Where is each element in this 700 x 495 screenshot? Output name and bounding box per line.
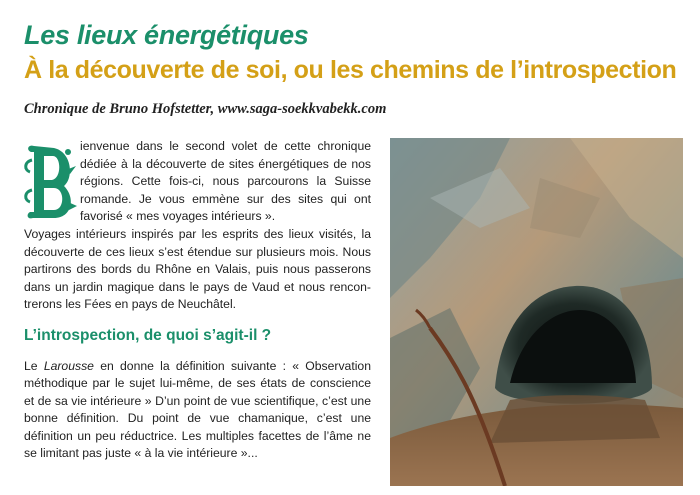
cave-illustration <box>390 138 683 486</box>
article-subtitle: À la découverte de soi, ou les chemins de l’introspection <box>24 56 677 84</box>
paragraph-2 <box>24 358 371 463</box>
para2-rest: en donne la définition suivante : « Observation méthodique par le sujet lui-même, de ses états de conscience et de sa vie intérieure » D’un point de vue scientifique, c’est une bonne définition. Du point de vue chamanique, c’est une définition un peu réductrice. Les multiples facettes de l’âme ne se limitant pas juste « à la vie intérieure »... <box>24 358 371 460</box>
paragraph-1: Voyages intérieurs inspirés par les esprits des lieux visités, la découverte de ces lieux s’est étendue sur plusieurs mois. Nous partirons des bords du Rhône en Valais, puis nous passerons dans un jardin magique dans le pays de Vaud et nous rencon-trerons les Fées en pays de Neuchâtel. <box>24 227 371 311</box>
section-heading: L’introspection, de quoi s’agit-il ? <box>24 326 272 344</box>
dropcap-dragon-letter <box>24 140 78 224</box>
byline: Chronique de Bruno Hofstetter, www.saga-soekkvabekk.com <box>24 101 387 117</box>
intro-paragraph: ienvenue dans le second volet de cette chronique dédiée à la découverte de sites énergétiques de nos régions. Cette fois-ci, nous parcourons la Suisse romande. Je vous emmène sur des sites qui ont favorisé « mes voyages intérieurs ». <box>80 139 371 223</box>
intro-block <box>24 138 371 226</box>
larousse-italic: Larousse <box>43 358 94 373</box>
para2-prefix: Le <box>24 358 44 373</box>
text-column <box>24 138 371 475</box>
cave-photo <box>390 138 683 486</box>
article-title: Les lieux énergétiques <box>24 20 309 50</box>
